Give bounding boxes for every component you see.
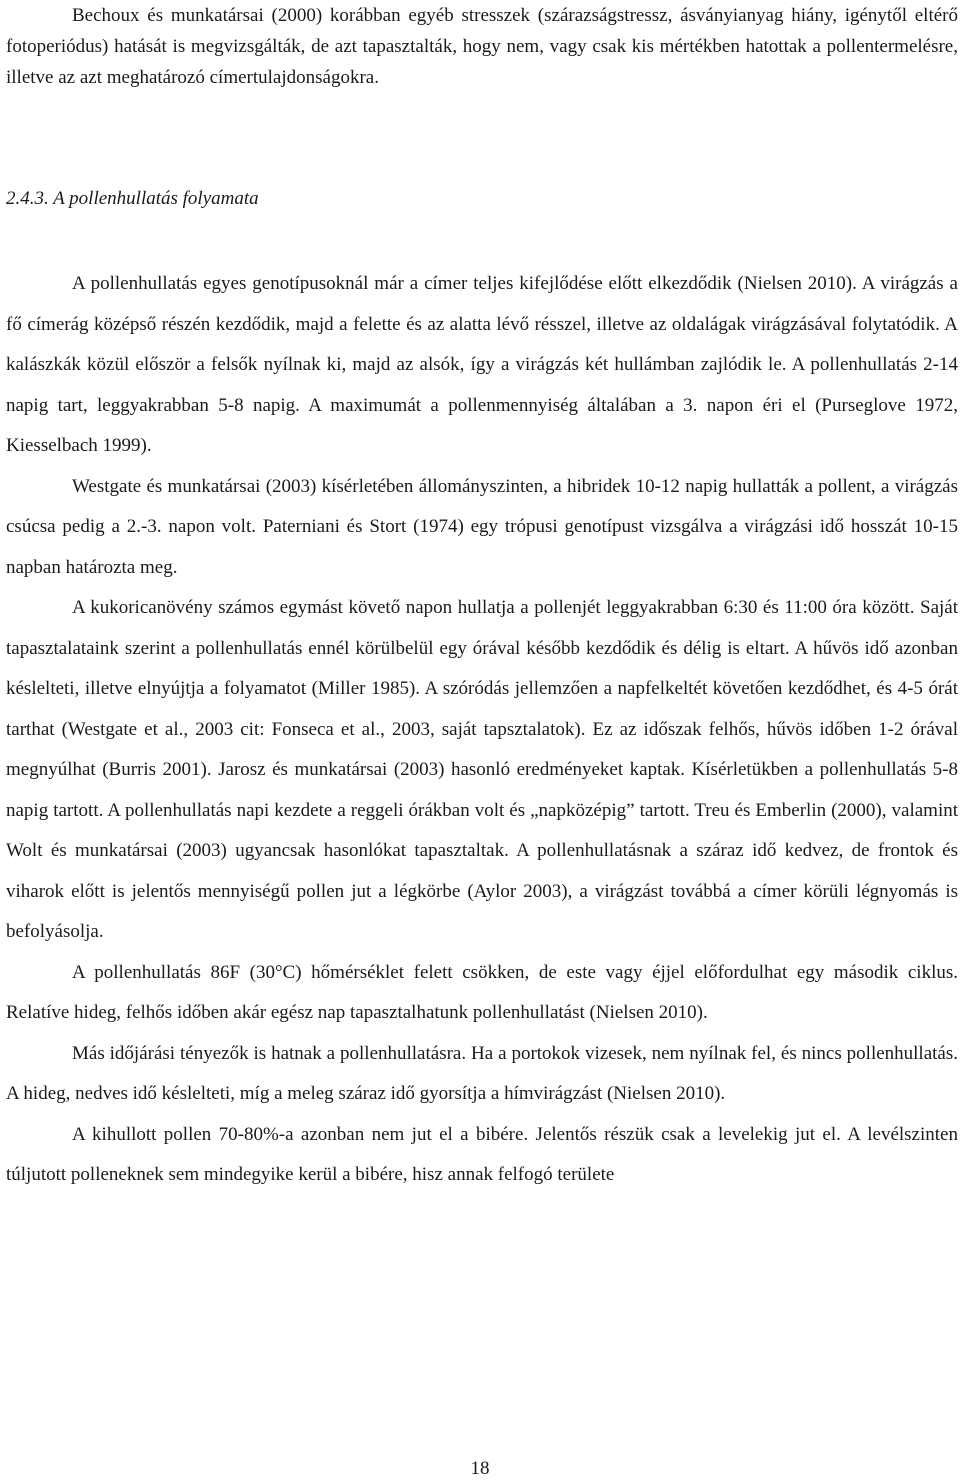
- section-heading: 2.4.3. A pollenhullatás folyamata: [6, 188, 259, 209]
- page-number: 18: [470, 1458, 490, 1479]
- paragraph-temperature: A pollenhullatás 86F (30°C) hőmérséklet felett csökken, de este vagy éjjel előfordulhat egy második ciklus. Relatíve hideg, felhős időben akár egész nap tapasztalhatunk pollenhullatást (Nielsen 2010).: [6, 961, 958, 1023]
- paragraph-pollen-fate: A kihullott pollen 70-80%-a azonban nem jut el a bibére. Jelentős részük csak a levelekig jut el. A levélszinten túljutott polleneknek sem mindegyike kerül a bibére, hisz annak felfogó területe: [6, 1123, 958, 1185]
- intro-paragraph: Bechoux és munkatársai (2000) korábban egyéb stresszek (szárazságstressz, ásványianyag hiány, igénytől eltérő fotoperiódus) hatását is megvizsgálták, de azt tapasztalták, hogy nem, vagy csak kis mértékben hatottak a pollentermelésre, illetve az azt meghatározó címertulajdonságokra.: [6, 5, 958, 88]
- paragraph-weather-factors: Más időjárási tényezők is hatnak a pollenhullatásra. Ha a portokok vizesek, nem nyílnak fel, és nincs pollenhullatás. A hideg, nedves idő késlelteti, míg a meleg száraz idő gyorsítja a hímvirágzást (Nielsen 2010).: [6, 1042, 958, 1104]
- paragraph-westgate: Westgate és munkatársai (2003) kísérletében állományszinten, a hibridek 10-12 napig hullatták a pollent, a virágzás csúcsa pedig a 2.-3. napon volt. Paterniani és Stort (1974) egy trópusi genotípust vizsgálva a virágzási idő hosszát 10-15 napban határozta meg.: [6, 475, 958, 578]
- paragraph-daily-timing: A kukoricanövény számos egymást követő napon hullatja a pollenjét leggyakrabban 6:30 és 11:00 óra között. Saját tapasztalataink szerint a pollenhullatás ennél körülbelül egy órával később kezdődik és délig is eltart. A hűvös idő azonban késlelteti, illetve elnyújtja a folyamatot (Miller 1985). A szóródás jellemzően a napfelkeltét követően kezdődhet, és 4-5 órát tarthat (Westgate et al., 2003 cit: Fonseca et al., 2003, saját tapsztalatok). Ez az időszak felhős, hűvös időben 1-2 órával megnyúlhat (Burris 2001). Jarosz és munkatársai (2003) hasonló eredményeket kaptak. Kísérletükben a pollenhullatás 5-8 napig tartott. A pollenhullatás napi kezdete a reggeli órákban volt és „napközépig” tartott. Treu és Emberlin (2000), valamint Wolt és munkatársai (2003) ugyancsak hasonlókat tapasztaltak. A pollenhullatásnak a száraz idő kedvez, de frontok és viharok előtt is jelentős mennyiségű pollen jut a légkörbe (Aylor 2003), a virágzást továbbá a címer körüli légnyomás is befolyásolja.: [6, 597, 958, 942]
- paragraph-pollen-shedding-onset: A pollenhullatás egyes genotípusoknál már a címer teljes kifejlődése előtt elkezdődik (Nielsen 2010). A virágzás a fő címerág középső részén kezdődik, majd a felette és az alatta lévő résszel, illetve az oldalágak virágzásával folytatódik. A kalászkák közül először a felsők nyílnak ki, majd az alsók, így a virágzás két hullámban zajlódik le. A pollenhullatás 2-14 napig tart, leggyakrabban 5-8 napig. A maximumát a pollenmennyiség általában a 3. napon éri el (Purseglove 1972, Kiesselbach 1999).: [6, 273, 958, 456]
- section-body: [6, 264, 958, 1196]
